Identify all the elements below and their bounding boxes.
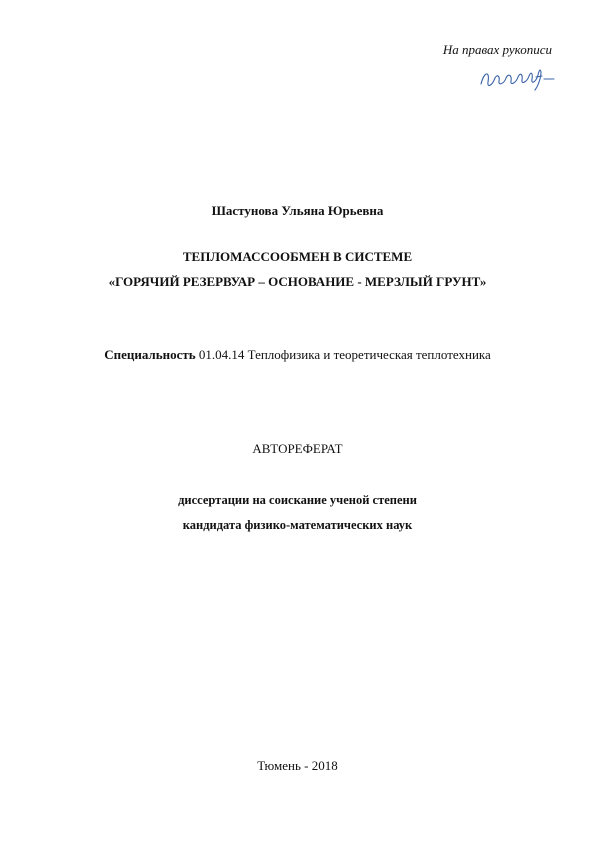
dissertation-line-1: диссертации на соискание ученой степени [178,493,417,507]
title-line-2: «ГОРЯЧИЙ РЕЗЕРВУАР – ОСНОВАНИЕ - МЕРЗЛЫЙ ГРУНТ» [108,274,487,289]
handwritten-signature [478,66,556,92]
document-type: АВТОРЕФЕРАТ [252,441,343,456]
specialty-line [0,347,595,363]
title-line-1: ТЕПЛОМАССООБМЕН В СИСТЕМЕ [182,249,413,264]
dissertation-line-2: кандидата физико-математических наук [182,518,413,532]
specialty-value: 01.04.14 Теплофизика и теоретическая теплотехника [198,347,491,362]
city-year: Тюмень - 2018 [257,758,338,773]
specialty-label: Специальность [104,347,196,362]
rights-reserved-note: На правах рукописи [442,42,552,57]
author-name: Шастунова Ульяна Юрьевна [211,203,384,218]
